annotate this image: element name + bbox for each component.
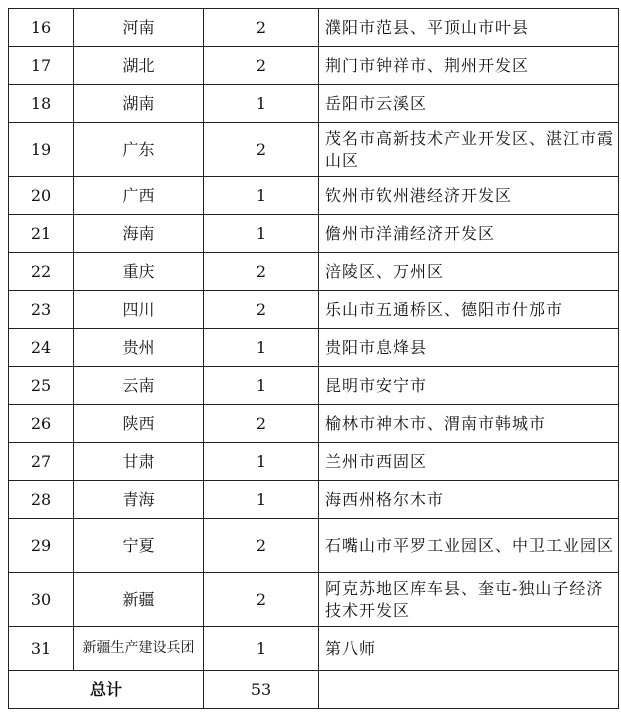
table-row bbox=[9, 443, 619, 481]
table-row bbox=[9, 329, 619, 367]
row-number: 28 bbox=[9, 481, 74, 519]
city-list: 茂名市高新技术产业开发区、湛江市霞山区 bbox=[319, 123, 619, 177]
empty-cell bbox=[319, 671, 619, 709]
count-value: 2 bbox=[204, 47, 319, 85]
count-value: 1 bbox=[204, 329, 319, 367]
table-row bbox=[9, 573, 619, 627]
province-name: 广西 bbox=[74, 177, 204, 215]
count-value: 1 bbox=[204, 85, 319, 123]
row-number: 26 bbox=[9, 405, 74, 443]
row-number: 22 bbox=[9, 253, 74, 291]
count-value: 1 bbox=[204, 215, 319, 253]
province-name: 四川 bbox=[74, 291, 204, 329]
table-row bbox=[9, 367, 619, 405]
table-row bbox=[9, 519, 619, 573]
count-value: 2 bbox=[204, 519, 319, 573]
count-value: 2 bbox=[204, 573, 319, 627]
row-number: 20 bbox=[9, 177, 74, 215]
table-row bbox=[9, 627, 619, 671]
city-list: 濮阳市范县、平顶山市叶县 bbox=[319, 9, 619, 47]
city-list: 乐山市五通桥区、德阳市什邡市 bbox=[319, 291, 619, 329]
row-number: 19 bbox=[9, 123, 74, 177]
row-number: 31 bbox=[9, 627, 74, 671]
total-label: 总计 bbox=[9, 671, 204, 709]
city-list: 石嘴山市平罗工业园区、中卫工业园区 bbox=[319, 519, 619, 573]
city-list: 儋州市洋浦经济开发区 bbox=[319, 215, 619, 253]
province-name: 重庆 bbox=[74, 253, 204, 291]
province-city-table bbox=[8, 8, 619, 709]
city-list: 海西州格尔木市 bbox=[319, 481, 619, 519]
city-list: 荆门市钟祥市、荆州开发区 bbox=[319, 47, 619, 85]
count-value: 2 bbox=[204, 9, 319, 47]
row-number: 29 bbox=[9, 519, 74, 573]
city-list: 钦州市钦州港经济开发区 bbox=[319, 177, 619, 215]
row-number: 21 bbox=[9, 215, 74, 253]
table-row bbox=[9, 253, 619, 291]
table-row bbox=[9, 405, 619, 443]
table-row bbox=[9, 291, 619, 329]
city-list: 阿克苏地区库车县、奎屯-独山子经济技术开发区 bbox=[319, 573, 619, 627]
city-list: 兰州市西固区 bbox=[319, 443, 619, 481]
city-list: 榆林市神木市、渭南市韩城市 bbox=[319, 405, 619, 443]
count-value: 1 bbox=[204, 627, 319, 671]
province-name: 青海 bbox=[74, 481, 204, 519]
province-name: 广东 bbox=[74, 123, 204, 177]
province-name: 宁夏 bbox=[74, 519, 204, 573]
total-value: 53 bbox=[204, 671, 319, 709]
city-list: 贵阳市息烽县 bbox=[319, 329, 619, 367]
province-name: 湖南 bbox=[74, 85, 204, 123]
row-number: 27 bbox=[9, 443, 74, 481]
table-row bbox=[9, 177, 619, 215]
province-name: 陕西 bbox=[74, 405, 204, 443]
total-row bbox=[9, 671, 619, 709]
province-name: 湖北 bbox=[74, 47, 204, 85]
count-value: 1 bbox=[204, 177, 319, 215]
count-value: 1 bbox=[204, 481, 319, 519]
row-number: 25 bbox=[9, 367, 74, 405]
city-list: 第八师 bbox=[319, 627, 619, 671]
province-name: 河南 bbox=[74, 9, 204, 47]
table-row bbox=[9, 215, 619, 253]
table-row bbox=[9, 85, 619, 123]
row-number: 23 bbox=[9, 291, 74, 329]
province-name: 新疆生产建设兵团 bbox=[74, 627, 204, 671]
row-number: 24 bbox=[9, 329, 74, 367]
city-list: 涪陵区、万州区 bbox=[319, 253, 619, 291]
count-value: 1 bbox=[204, 443, 319, 481]
table-row bbox=[9, 9, 619, 47]
city-list: 昆明市安宁市 bbox=[319, 367, 619, 405]
row-number: 18 bbox=[9, 85, 74, 123]
province-name: 甘肃 bbox=[74, 443, 204, 481]
province-name: 云南 bbox=[74, 367, 204, 405]
row-number: 30 bbox=[9, 573, 74, 627]
row-number: 16 bbox=[9, 9, 74, 47]
count-value: 2 bbox=[204, 123, 319, 177]
count-value: 2 bbox=[204, 291, 319, 329]
table-row bbox=[9, 481, 619, 519]
province-name: 新疆 bbox=[74, 573, 204, 627]
count-value: 2 bbox=[204, 253, 319, 291]
table-row bbox=[9, 47, 619, 85]
province-name: 贵州 bbox=[74, 329, 204, 367]
count-value: 1 bbox=[204, 367, 319, 405]
city-list: 岳阳市云溪区 bbox=[319, 85, 619, 123]
table-row bbox=[9, 123, 619, 177]
province-name: 海南 bbox=[74, 215, 204, 253]
count-value: 2 bbox=[204, 405, 319, 443]
row-number: 17 bbox=[9, 47, 74, 85]
